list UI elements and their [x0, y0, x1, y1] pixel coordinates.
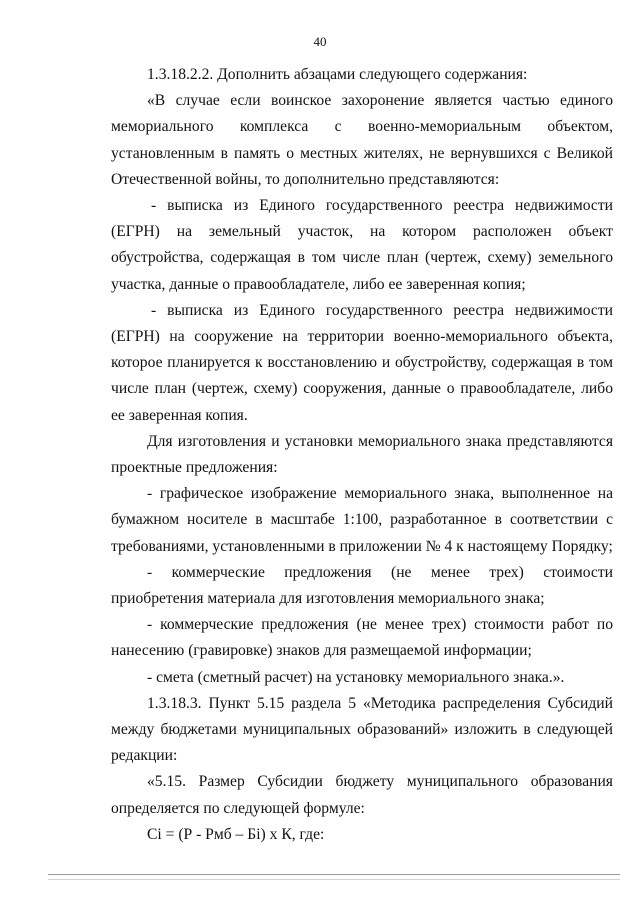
page-number: 40 — [313, 34, 327, 49]
paragraph-bullet-graphic: - графическое изображение мемориального знака, выполненное на бумажном носителе в масштабе 1:100, разработанное в соответствии с требованиями, установленными в приложении № 4 к настоящему Порядку; — [111, 485, 613, 555]
scan-edge-line — [48, 874, 620, 875]
paragraph-memorial-sign: Для изготовления и установки мемориального знака представляются проектные предложения: — [111, 432, 613, 477]
paragraph-bullet-egrn-land: - выписка из Единого государственного реестра недвижимости (ЕГРН) на земельный участок, на котором расположен объект обустройства, содержащая в том числе план (чертеж, схему) земельного участка, данные о правообладателе, либо ее заверенная копия; — [111, 197, 613, 293]
paragraph-intro: «В случае если воинское захоронение является частью единого мемориального комплекса с военно-мемориальным объектом, установленным в память о местных жителях, не вернувшихся с Великой Отечественной войны, то дополнительно представляются: — [111, 92, 613, 188]
paragraph-bullet-offers-material: - коммерческие предложения (не менее трех) стоимости приобретения материала для изготовления мемориального знака; — [111, 563, 613, 608]
paragraph-formula: Ci = (Р - Рмб – Бi) х К, где: — [147, 825, 325, 843]
document-body — [111, 62, 613, 848]
paragraph-bullet-estimate: - смета (сметный расчет) на установку мемориального знака.». — [147, 668, 565, 686]
paragraph-bullet-offers-engraving: - коммерческие предложения (не менее трех) стоимости работ по нанесению (гравировке) знаков для размещаемой информации; — [111, 616, 613, 660]
paragraph-section-5-15: 1.3.18.3. Пункт 5.15 раздела 5 «Методика распределения Субсидий между бюджетами муниципальных образований» изложить в следующей редакции: — [111, 694, 613, 765]
paragraph-subsidy-size: «5.15. Размер Субсидии бюджету муниципального образования определяется по следующей формуле: — [111, 773, 613, 817]
paragraph-section-heading: 1.3.18.2.2. Дополнить абзацами следующего содержания: — [147, 66, 528, 83]
scan-edge-line-faint — [48, 879, 620, 880]
paragraph-bullet-egrn-structure: - выписка из Единого государственного реестра недвижимости (ЕГРН) на сооружение на территории военно-мемориального объекта, которое планируется к восстановлению и обустройству, содержащая в том числе план (чертеж, схему) сооружения, данные о правообладателе, либо ее заверенная копия. — [111, 301, 613, 424]
